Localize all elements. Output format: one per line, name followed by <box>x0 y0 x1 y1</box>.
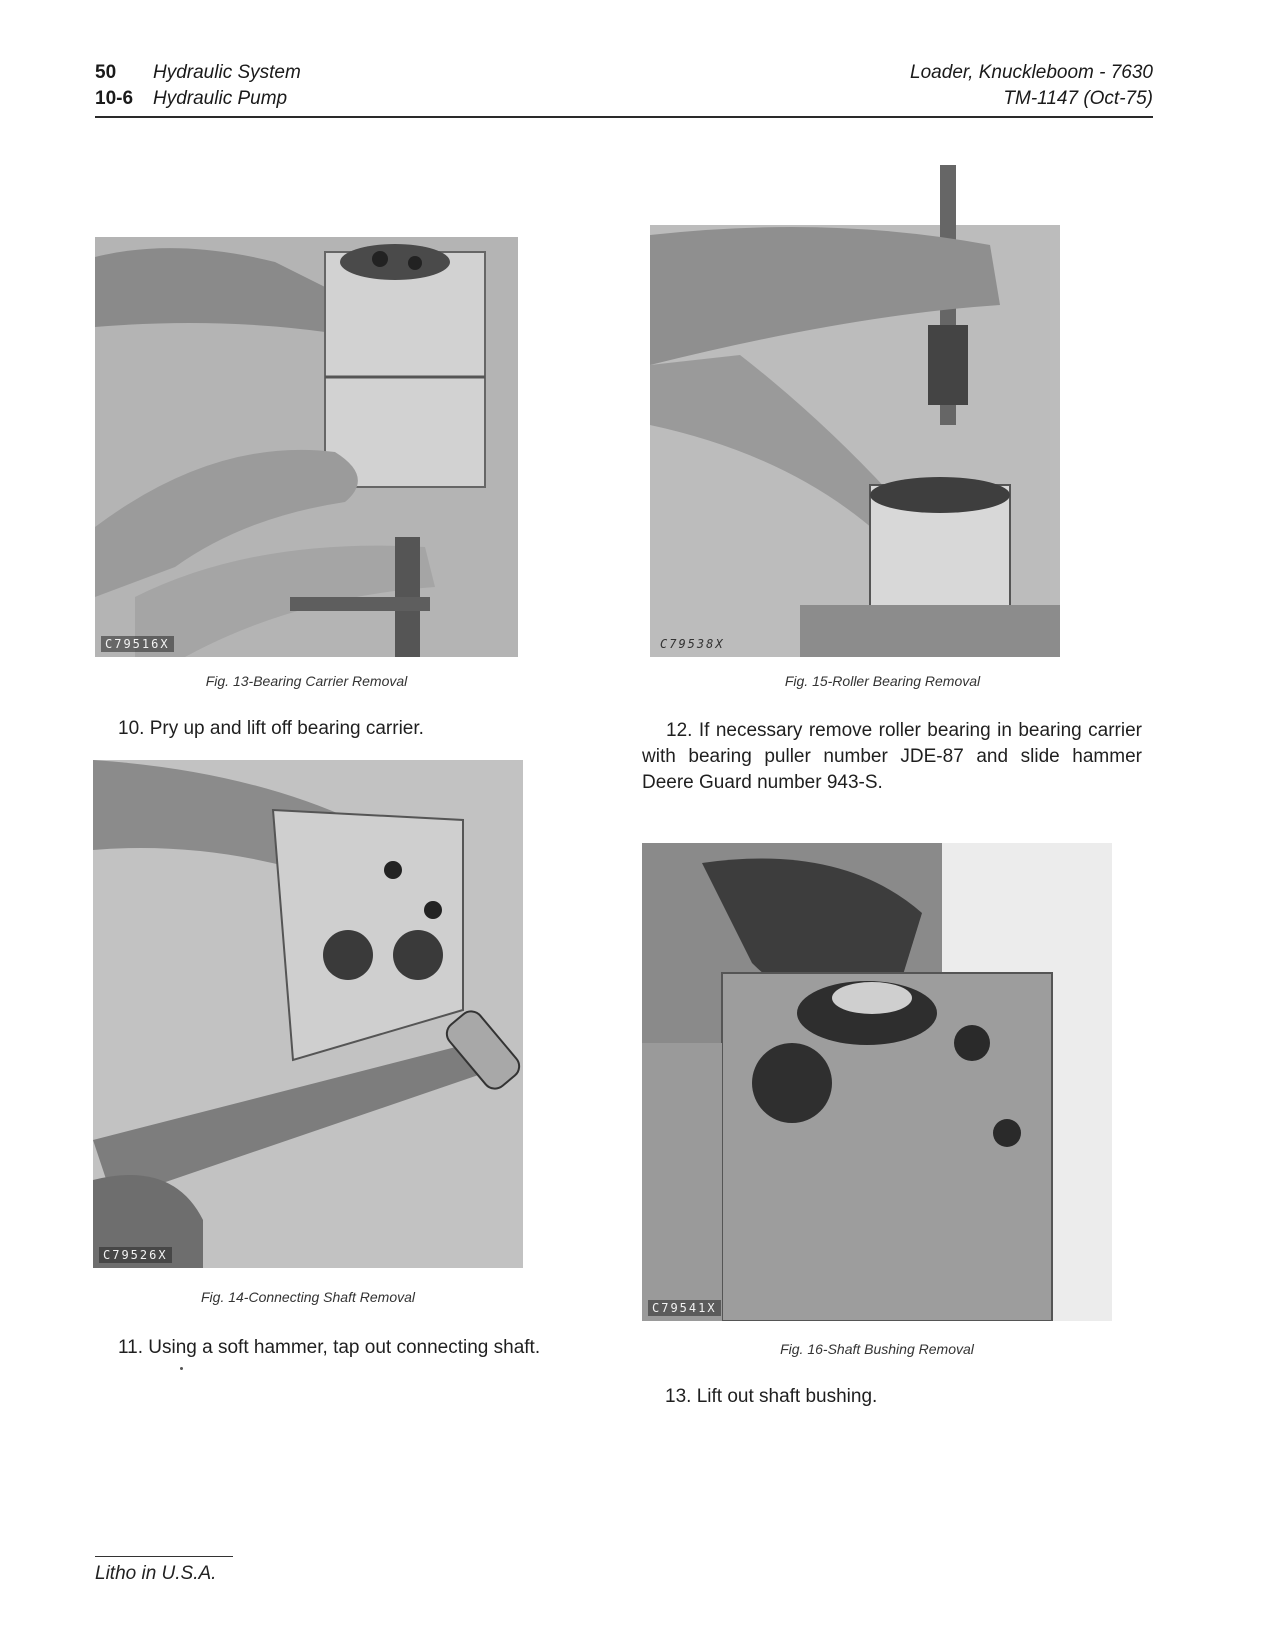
figure-15-code: C79538X <box>660 637 725 651</box>
header-rule <box>95 116 1153 118</box>
page-number: 50 <box>95 62 117 83</box>
step-13: 13. Lift out shaft bushing. <box>665 1386 878 1407</box>
header-left <box>95 60 301 112</box>
header-right <box>910 60 1153 112</box>
figure-14-caption: Fig. 14-Connecting Shaft Removal <box>201 1289 415 1305</box>
section-title: Hydraulic System <box>153 62 301 83</box>
figure-15-caption: Fig. 15-Roller Bearing Removal <box>784 673 981 689</box>
bearing-puller-illustration <box>650 165 1115 657</box>
figure-13-caption: Fig. 13-Bearing Carrier Removal <box>205 673 408 689</box>
subsection-title: Hydraulic Pump <box>153 88 288 109</box>
step-10: 10. Pry up and lift off bearing carrier. <box>118 718 424 739</box>
step-12: 12. If necessary remove roller bearing in bearing carrier with bearing puller number JDE-87 and slide hammer Deere Guard number 943-S. <box>642 720 1142 793</box>
figure-13-code: C79516X <box>101 636 174 652</box>
hands-prying-pump-illustration <box>95 237 518 657</box>
subsection-number: 10-6 <box>95 88 134 109</box>
figure-15-photo <box>650 165 1115 657</box>
footer-text: Litho in U.S.A. <box>95 1563 217 1584</box>
figure-16-code: C79541X <box>648 1300 721 1316</box>
machine-title: Loader, Knuckleboom - 7630 <box>910 62 1153 83</box>
figure-14-code: C79526X <box>99 1247 172 1263</box>
figure-16-caption: Fig. 16-Shaft Bushing Removal <box>780 1341 974 1357</box>
figure-16-photo <box>642 843 1112 1321</box>
step-11: 11. Using a soft hammer, tap out connecting shaft. <box>118 1337 541 1358</box>
manual-number: TM-1147 (Oct-75) <box>1003 88 1153 109</box>
figure-13-photo <box>95 237 518 657</box>
hammer-on-shaft-illustration <box>93 760 523 1268</box>
shaft-bushing-illustration <box>642 843 1112 1321</box>
figure-14-photo <box>93 760 523 1268</box>
footer-rule <box>95 1556 233 1557</box>
stray-mark <box>180 1367 183 1370</box>
